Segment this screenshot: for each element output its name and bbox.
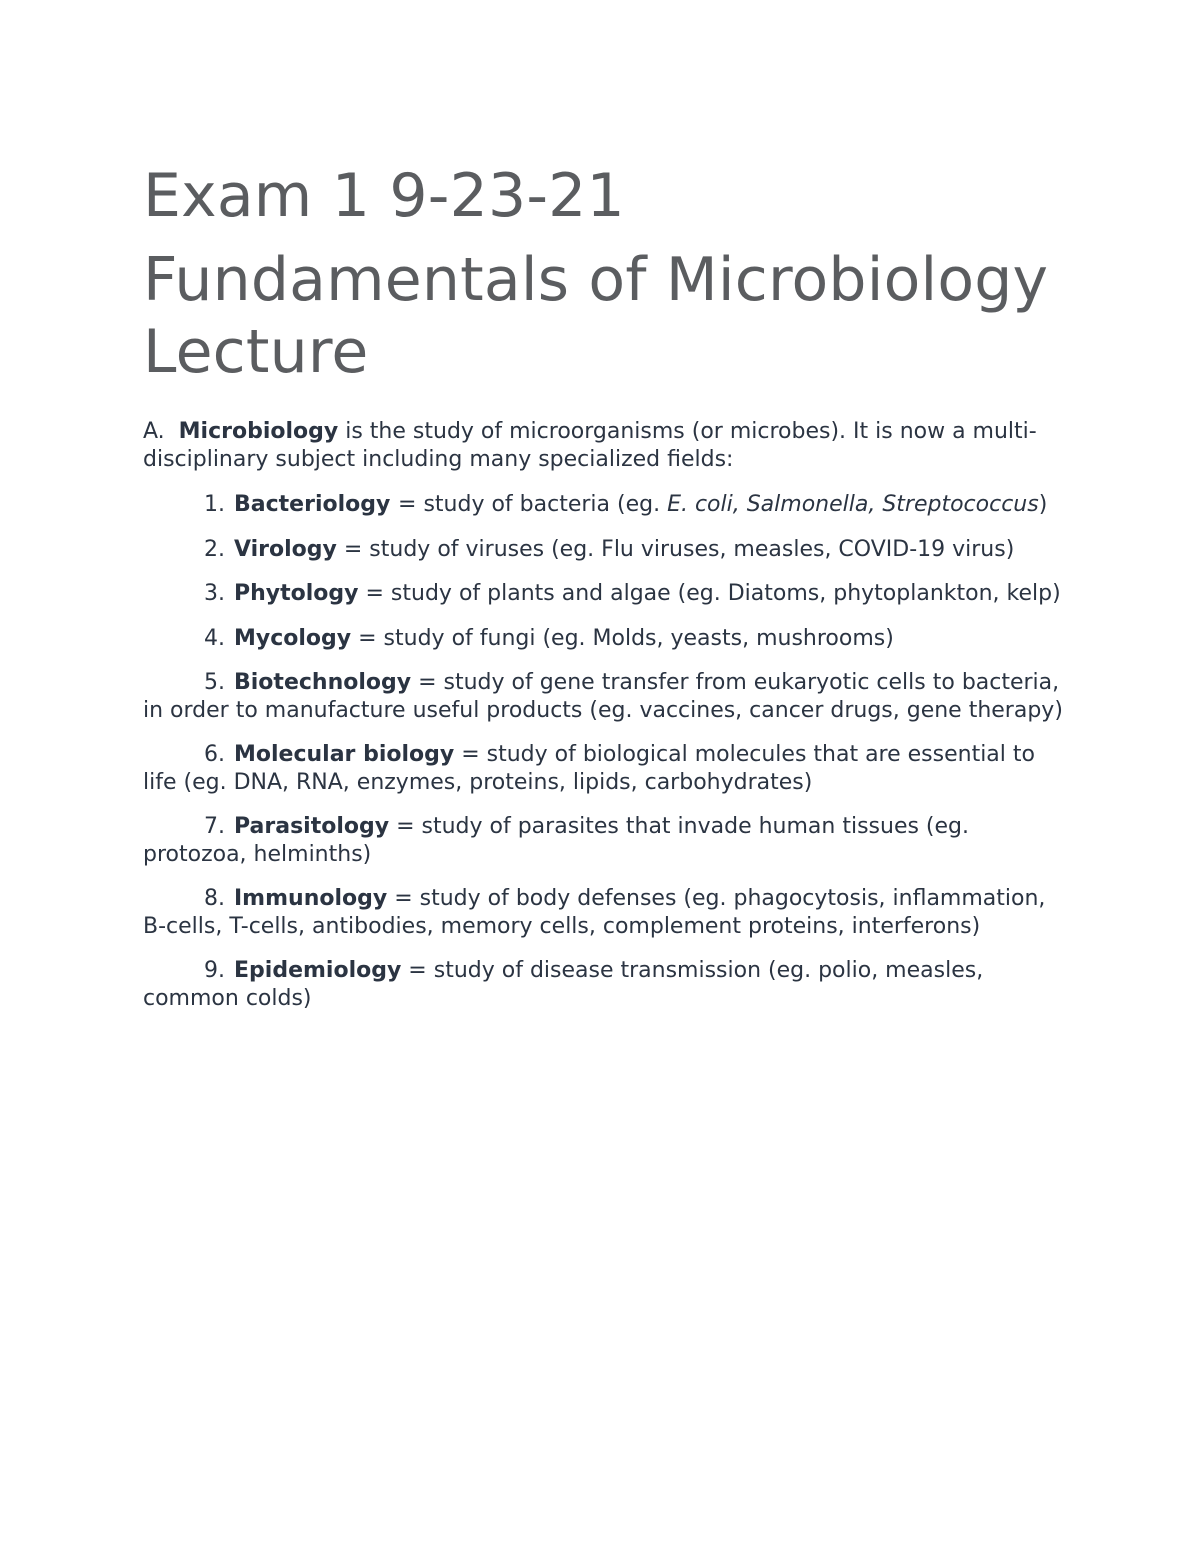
- intro-term: Microbiology: [178, 419, 339, 444]
- intro-paragraph: [143, 418, 1073, 473]
- list-item-biotechnology: [143, 669, 1073, 724]
- list-item-term: Virology: [234, 536, 337, 562]
- list-item-number: 2.: [204, 536, 225, 562]
- exam-title: Exam 1 9-23-21: [143, 161, 625, 231]
- list-item-term: Molecular biology: [234, 742, 455, 767]
- list-item-immunology: [143, 885, 1073, 940]
- list-item-term: Bacteriology: [234, 492, 391, 517]
- list-item-molecular-biology: [143, 741, 1073, 796]
- list-item-term: Immunology: [234, 886, 388, 911]
- list-item-number: 4.: [204, 625, 225, 651]
- list-item-examples: E. coli, Salmonella, Streptococcus: [667, 492, 1039, 517]
- list-item-bacteriology: [143, 491, 1073, 519]
- list-item-definition: = study of fungi (eg. Molds, yeasts, mushrooms): [351, 625, 894, 651]
- list-item-mycology: [143, 625, 1073, 653]
- list-item-term: Biotechnology: [234, 670, 412, 695]
- list-item-definition: = study of viruses (eg. Flu viruses, measles, COVID-19 virus): [336, 536, 1015, 562]
- list-item-number: 6.: [204, 742, 225, 767]
- list-item-definition: = study of plants and algae (eg. Diatoms, phytoplankton, kelp): [358, 581, 1061, 606]
- list-item-term: Parasitology: [234, 814, 390, 839]
- list-item-epidemiology: [143, 957, 1073, 1012]
- list-item-phytology: [143, 580, 1073, 608]
- list-item-definition: = study of biological molecules that are essential to life (eg. DNA, RNA, enzymes, proteins, lipids, carbohydrates): [143, 742, 1035, 795]
- course-title: Fundamentals of Microbiology Lecture: [143, 245, 1049, 387]
- list-item-virology: [143, 536, 1073, 564]
- list-item-number: 9.: [204, 958, 225, 983]
- document-page: [143, 160, 1073, 1029]
- list-item-term: Epidemiology: [234, 958, 402, 983]
- list-item-definition: = study of bacteria (eg.: [398, 492, 668, 517]
- list-item-definition: = study of parasites that invade human tissues (eg. protozoa, helminths): [143, 814, 970, 867]
- intro-text: is the study of microorganisms (or microbes). It is now a multi-disciplinary subject including many specialized fields:: [143, 419, 1037, 472]
- list-item-definition: = study of body defenses (eg. phagocytosis, inflammation, B-cells, T-cells, antibodies, memory cells, complement proteins, interferons): [143, 886, 1046, 939]
- list-item-definition-end: ): [1038, 492, 1048, 517]
- list-item-parasitology: [143, 813, 1073, 868]
- list-item-number: 3.: [204, 581, 225, 606]
- list-item-definition: = study of gene transfer from eukaryotic cells to bacteria, in order to manufacture useful products (eg. vaccines, cancer drugs, gene therapy): [143, 670, 1063, 723]
- list-item-number: 5.: [204, 670, 225, 695]
- list-item-number: 8.: [204, 886, 225, 911]
- list-item-term: Phytology: [234, 581, 359, 606]
- list-item-definition: = study of disease transmission (eg. polio, measles, common colds): [143, 958, 984, 1011]
- list-item-term: Mycology: [234, 625, 352, 651]
- list-item-number: 7.: [204, 814, 225, 839]
- intro-marker: A.: [143, 419, 165, 444]
- list-item-number: 1.: [204, 492, 225, 517]
